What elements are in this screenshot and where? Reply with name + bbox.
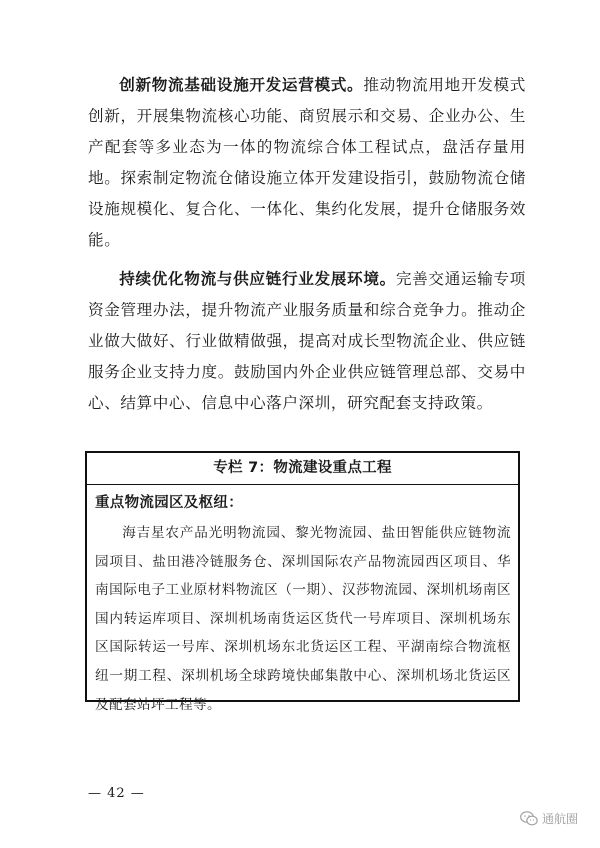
page-number: — 42 — — [88, 786, 145, 801]
column-box-body: 海吉星农产品光明物流园、黎光物流园、盐田智能供应链物流园项目、盐田港冷链服务仓、深圳国际农产品物流园西区项目、华南国际电子工业原材料物流区（一期）、汉莎物流园、深圳机场南区国内转运库项目、深圳机场南货运区货代一号库项目、深圳机场东区国际转运一号库、深圳机场东北货运区工程、平湖南综合物流枢纽一期工程、深圳机场全球跨境快邮集散中心、深圳机场北货运区及配套站坪工程等。 — [95, 525, 511, 713]
paragraph-infrastructure-model — [88, 70, 526, 256]
paragraph-supply-chain-environment — [88, 264, 526, 419]
watermark — [520, 810, 578, 827]
paragraph-text: 完善交通运输专项资金管理办法，提升物流产业服务质量和综合竞争力。推动企业做大做好、行业做精做强，提高对成长型物流企业、供应链服务企业支持力度。鼓励国内外企业供应链管理总部、交易中心、结算中心、信息中心落户深圳，研究配套支持政策。 — [88, 270, 526, 412]
paragraph-text: 推动物流用地开发模式创新，开展集物流核心功能、商贸展示和交易、企业办公、生产配套等多业态为一体的物流综合体工程试点，盘活存量用地。探索制定物流仓储设施立体开发建设指引，鼓励物流仓储设施规模化、复合化、一体化、集约化发展，提升仓储服务效能。 — [88, 76, 526, 249]
watermark-text: 通航圈 — [542, 812, 579, 826]
wechat-icon — [520, 811, 538, 826]
paragraph-lead: 创新物流基础设施开发运营模式。 — [119, 76, 364, 94]
column-box-title: 专栏 7：物流建设重点工程 — [87, 453, 518, 485]
paragraph-lead: 持续优化物流与供应链行业发展环境。 — [119, 270, 396, 288]
column-box-subheading: 重点物流园区及枢纽： — [95, 495, 243, 511]
column-box — [85, 451, 520, 713]
